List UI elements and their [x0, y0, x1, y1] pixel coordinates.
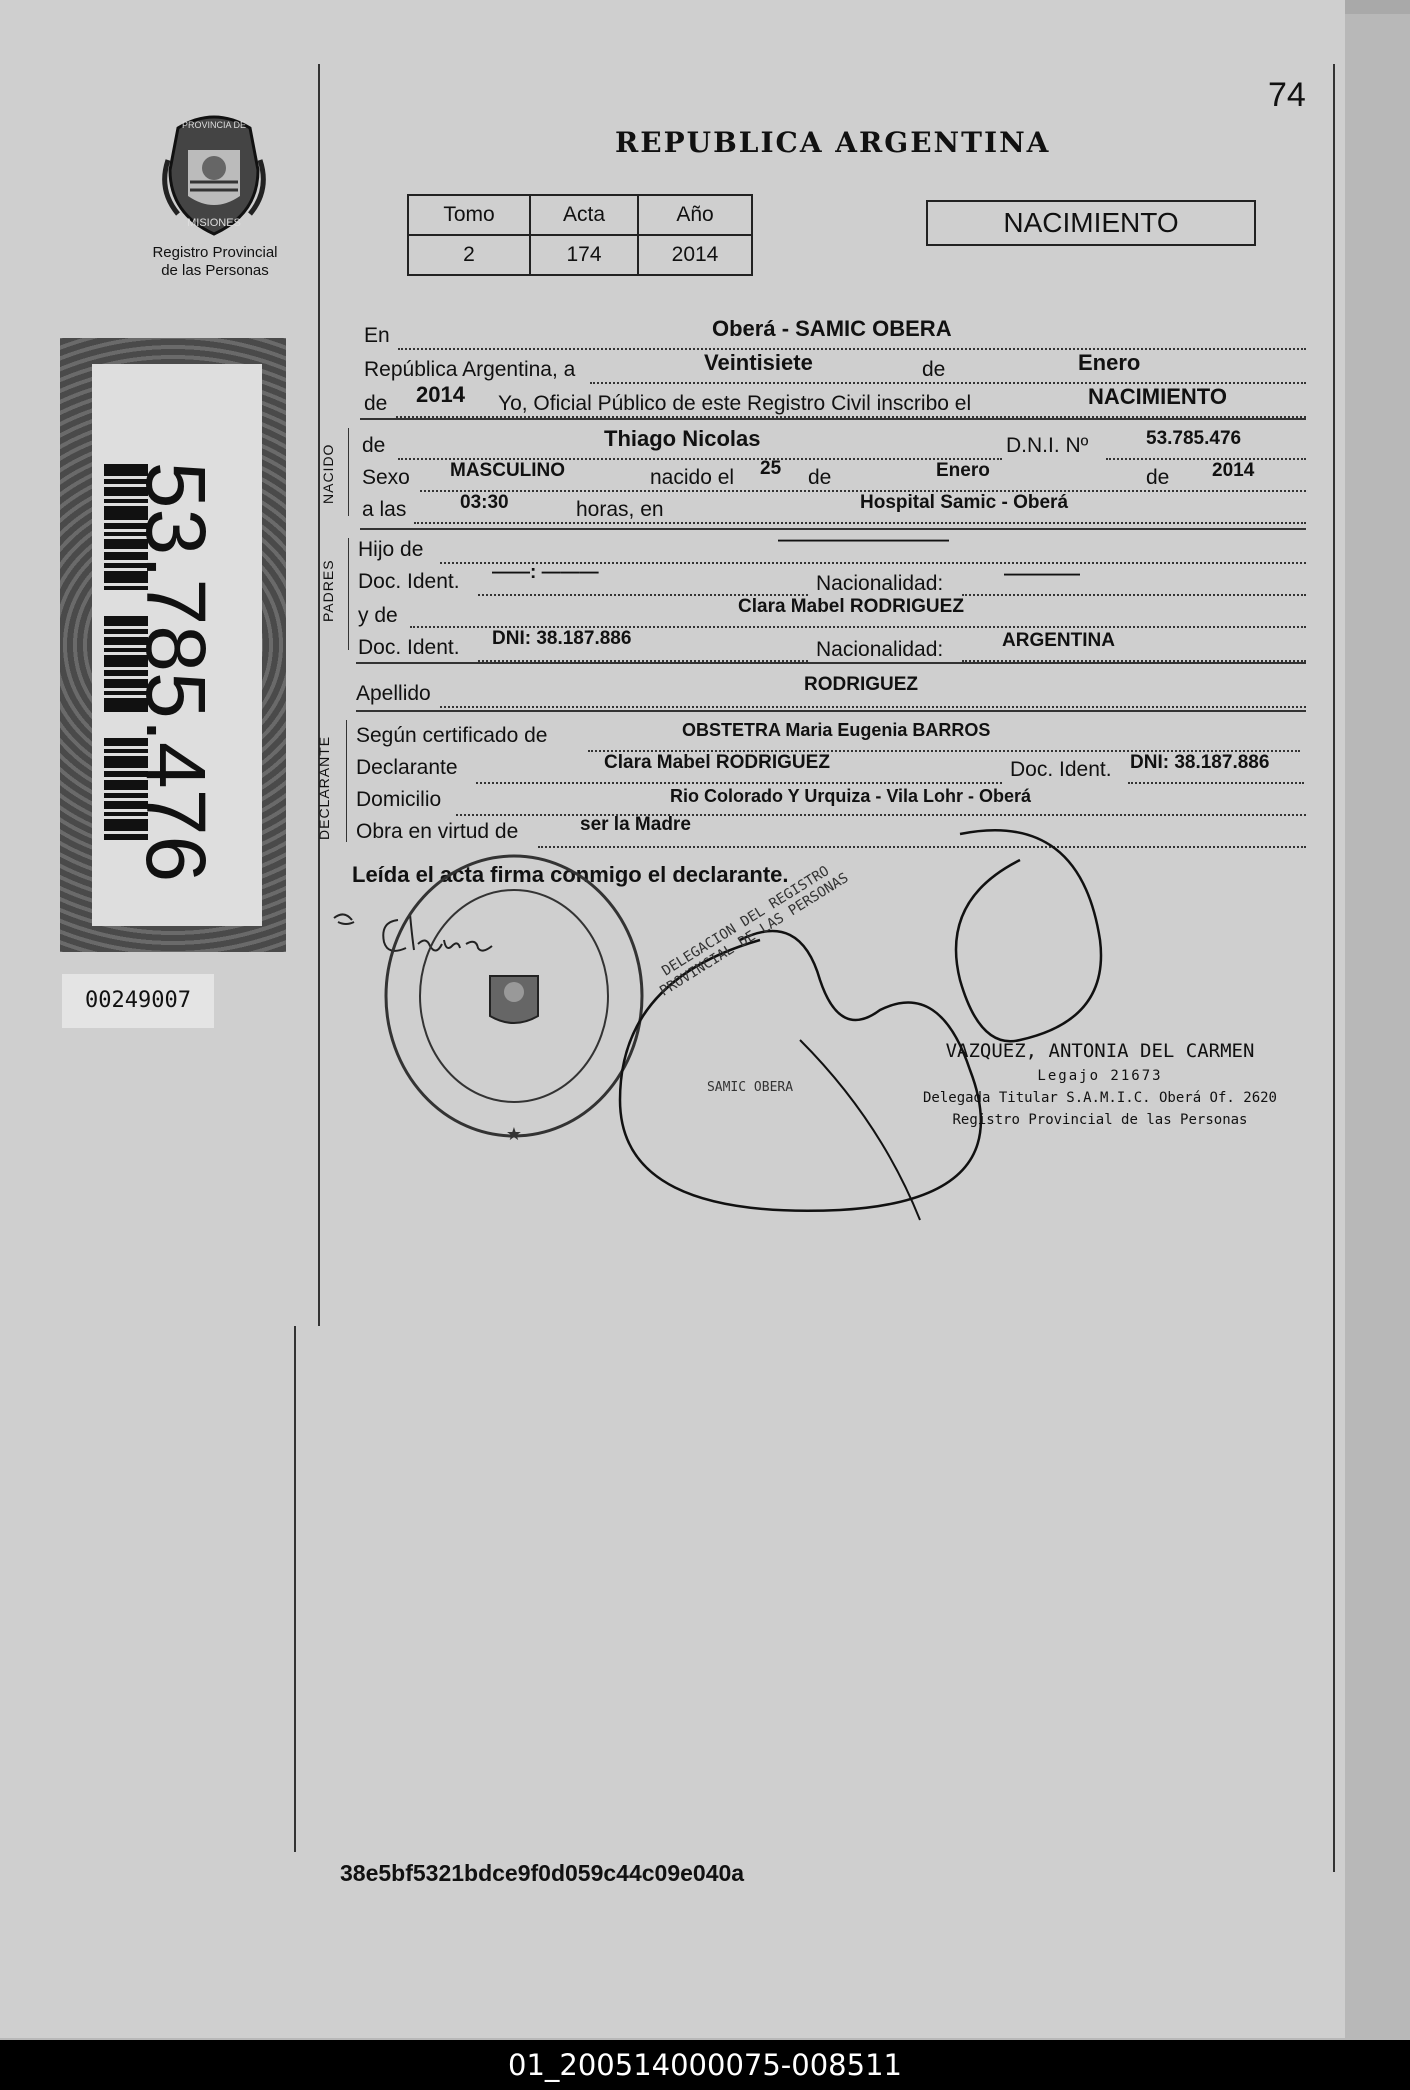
father-doc-label: Doc. Ident. — [358, 570, 460, 593]
father-doc-value: ——: ——— — [492, 562, 599, 583]
obra-value: ser la Madre — [580, 814, 691, 835]
inscription-value: NACIMIENTO — [1088, 384, 1227, 409]
document-title: REPUBLICA ARGENTINA — [615, 126, 1051, 159]
official-office: Registro Provincial de las Personas — [952, 1112, 1248, 1128]
father-nat-value: ———— — [1004, 564, 1080, 585]
closing-statement: Leída el acta firma conmigo el declarante. — [352, 862, 789, 887]
scan-footer-id: 01_200514000075-008511 — [0, 2040, 1410, 2090]
nacido-bracket — [348, 428, 349, 516]
stamp-bottom-text: SAMIC OBERA — [706, 1080, 794, 1095]
cert-label: Según certificado de — [356, 724, 548, 747]
agency-line-1: Registro Provincial — [152, 244, 278, 261]
barcode-inner — [92, 364, 262, 926]
ano-header: Año — [638, 195, 752, 235]
intro-de-label: de — [922, 358, 946, 381]
child-name-value: Thiago Nicolas — [604, 426, 761, 451]
apellido-label: Apellido — [356, 682, 431, 705]
birth-day-value: 25 — [760, 458, 782, 479]
cert-value: OBSTETRA Maria Eugenia BARROS — [682, 720, 991, 740]
father-nat-label: Nacionalidad: — [816, 572, 944, 595]
official-role: Delegada Titular S.A.M.I.C. Oberá Of. 2620 — [922, 1090, 1277, 1106]
obra-label: Obra en virtud de — [356, 820, 519, 843]
official-legajo: Legajo 21673 — [1037, 1068, 1163, 1084]
declarante-label: Declarante — [356, 756, 458, 779]
declarante-doc-value: DNI: 38.187.886 — [1130, 752, 1270, 773]
sexo-value: MASCULINO — [450, 460, 566, 481]
declarante-doc-label: Doc. Ident. — [1010, 758, 1112, 781]
time-value: 03:30 — [460, 492, 509, 513]
y-de-label: y de — [358, 604, 398, 627]
mother-doc-label: Doc. Ident. — [358, 636, 460, 659]
record-type-box: NACIMIENTO — [926, 200, 1256, 246]
crest-bottom-text: MISIONES — [187, 217, 241, 229]
en-label: En — [364, 324, 390, 347]
mother-nat-value: ARGENTINA — [1002, 630, 1115, 651]
barcode-label — [60, 338, 286, 952]
declarante-value: Clara Mabel RODRIGUEZ — [604, 752, 830, 773]
acta-header: Acta — [530, 195, 638, 235]
intro-line-2 — [590, 356, 1306, 384]
tomo-header: Tomo — [408, 195, 530, 235]
year-value: 2014 — [416, 382, 465, 407]
margin-line-lower — [294, 1326, 296, 1852]
ano-value: 2014 — [638, 235, 752, 275]
horas-label: horas, en — [576, 498, 664, 521]
section-rule-3 — [356, 662, 1306, 664]
apellido-value: RODRIGUEZ — [804, 674, 918, 695]
sexo-label: Sexo — [362, 466, 410, 489]
dni-label: D.N.I. Nº — [1006, 434, 1089, 457]
right-margin-line — [1333, 64, 1335, 1872]
agency-name — [130, 244, 300, 280]
section-rule-1 — [360, 418, 1306, 420]
intro-de2-label: de — [364, 392, 388, 415]
republica-label: República Argentina, a — [364, 358, 576, 381]
nacido-el-label: nacido el — [650, 466, 735, 489]
nacido-de2-label: de — [808, 466, 832, 489]
padres-bracket — [348, 538, 349, 650]
father-value: ————————— — [778, 530, 949, 551]
nacido-de3-label: de — [1146, 466, 1170, 489]
acta-value: 174 — [530, 235, 638, 275]
month-value: Enero — [1078, 350, 1141, 375]
hijo-de-label: Hijo de — [358, 538, 424, 561]
document-hash: 38e5bf5321bdce9f0d059c44c09e040a — [340, 1860, 745, 1886]
day-words-value: Veintisiete — [704, 350, 813, 375]
a-las-label: a las — [362, 498, 407, 521]
declarante-section-label: DECLARANTE — [316, 735, 332, 840]
oficial-text: Yo, Oficial Público de este Registro Civil inscribo el — [498, 392, 972, 415]
agency-line-2: de las Personas — [161, 262, 269, 279]
padres-section-label: PADRES — [320, 559, 336, 622]
domicilio-value: Rio Colorado Y Urquiza - Vila Lohr - Oberá — [670, 786, 1032, 806]
child-dni-value: 53.785.476 — [1146, 428, 1242, 449]
stamp-ring-text: DELEGACION DEL REGISTRO PROVINCIAL DE LAS PERSONAS — [657, 863, 852, 1000]
crest-top-text: PROVINCIA DE — [181, 120, 247, 130]
birth-month-value: Enero — [936, 460, 990, 481]
place-value: Oberá - SAMIC OBERA — [712, 316, 952, 341]
misiones-crest-icon — [158, 110, 270, 238]
official-name: VAZQUEZ, ANTONIA DEL CARMEN — [945, 1040, 1255, 1062]
control-number: 00249007 — [62, 974, 214, 1028]
barcode-number: 53.785.476 — [129, 461, 223, 883]
mother-doc-value: DNI: 38.187.886 — [492, 628, 632, 649]
mother-nat-label: Nacionalidad: — [816, 638, 944, 661]
tomo-acta-ano-table — [407, 194, 753, 276]
mother-value: Clara Mabel RODRIGUEZ — [738, 596, 964, 617]
domicilio-label: Domicilio — [356, 788, 442, 811]
nacido-section-label: NACIDO — [320, 443, 336, 504]
tomo-value: 2 — [408, 235, 530, 275]
birth-year-value: 2014 — [1212, 460, 1255, 481]
nacido-de-label: de — [362, 434, 386, 457]
page-number: 74 — [1268, 76, 1306, 114]
section-rule-4 — [356, 710, 1306, 712]
svg-text:★: ★ — [505, 1124, 523, 1144]
birth-place-value: Hospital Samic - Oberá — [860, 492, 1069, 513]
